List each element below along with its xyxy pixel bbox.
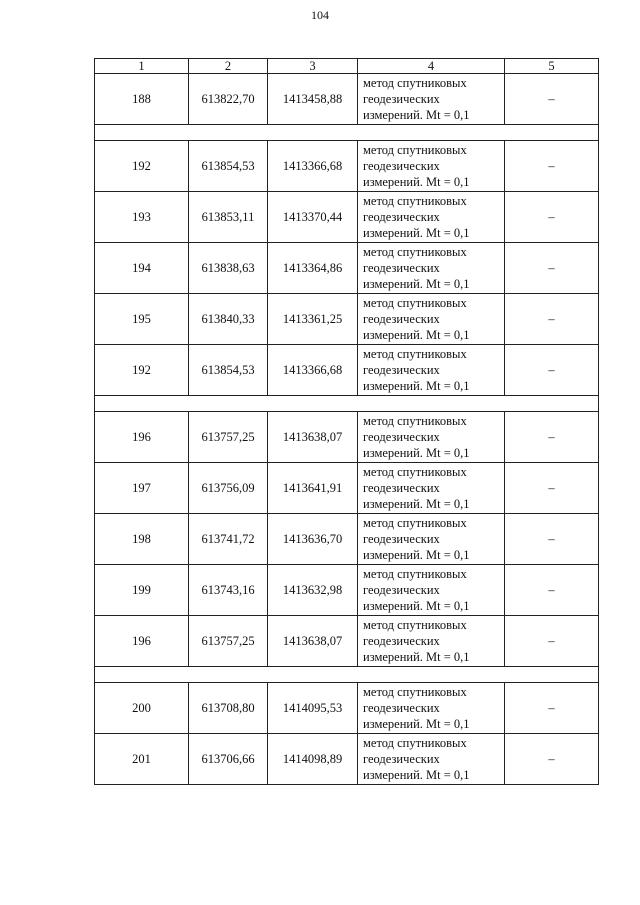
header-col-3: 3	[268, 59, 358, 74]
x-coordinate-cell: 613840,33	[189, 294, 268, 345]
header-row	[95, 59, 599, 74]
page-number: 104	[311, 8, 329, 22]
y-coordinate-cell: 1413370,44	[268, 192, 358, 243]
method-cell	[358, 141, 505, 192]
method-cell	[358, 243, 505, 294]
note-cell: –	[505, 565, 599, 616]
method-line: метод спутниковых	[363, 245, 467, 259]
method-line: геодезических	[363, 701, 440, 715]
header-col-1: 1	[95, 59, 189, 74]
method-line: геодезических	[363, 634, 440, 648]
table-row	[95, 74, 599, 125]
table-row	[95, 192, 599, 243]
note-cell: –	[505, 141, 599, 192]
table-row	[95, 565, 599, 616]
point-number-cell: 201	[95, 734, 189, 785]
method-cell	[358, 565, 505, 616]
y-coordinate-cell: 1414098,89	[268, 734, 358, 785]
y-coordinate-cell: 1413364,86	[268, 243, 358, 294]
x-coordinate-cell: 613854,53	[189, 141, 268, 192]
coordinates-table	[94, 58, 599, 785]
method-line: геодезических	[363, 159, 440, 173]
x-coordinate-cell: 613838,63	[189, 243, 268, 294]
method-line: геодезических	[363, 92, 440, 106]
y-coordinate-cell: 1413638,07	[268, 412, 358, 463]
method-cell	[358, 683, 505, 734]
point-number-cell: 192	[95, 345, 189, 396]
table-row	[95, 243, 599, 294]
y-coordinate-cell: 1413366,68	[268, 141, 358, 192]
method-line: метод спутниковых	[363, 618, 467, 632]
method-line: геодезических	[363, 752, 440, 766]
y-coordinate-cell: 1414095,53	[268, 683, 358, 734]
method-line: измерений. Mt = 0,1	[363, 175, 470, 189]
method-line: геодезических	[363, 312, 440, 326]
method-line: геодезических	[363, 261, 440, 275]
x-coordinate-cell: 613706,66	[189, 734, 268, 785]
x-coordinate-cell: 613756,09	[189, 463, 268, 514]
y-coordinate-cell: 1413366,68	[268, 345, 358, 396]
header-col-5: 5	[505, 59, 599, 74]
group-separator-cell	[95, 125, 599, 141]
table-row	[95, 345, 599, 396]
method-line: геодезических	[363, 210, 440, 224]
method-line: метод спутниковых	[363, 736, 467, 750]
note-cell: –	[505, 74, 599, 125]
table-row	[95, 412, 599, 463]
method-line: метод спутниковых	[363, 465, 467, 479]
group-separator-row	[95, 396, 599, 412]
method-cell	[358, 616, 505, 667]
method-line: измерений. Mt = 0,1	[363, 226, 470, 240]
method-line: измерений. Mt = 0,1	[363, 768, 470, 782]
method-line: метод спутниковых	[363, 296, 467, 310]
method-cell	[358, 345, 505, 396]
method-line: метод спутниковых	[363, 414, 467, 428]
point-number-cell: 196	[95, 412, 189, 463]
group-separator-cell	[95, 667, 599, 683]
method-line: измерений. Mt = 0,1	[363, 548, 470, 562]
point-number-cell: 196	[95, 616, 189, 667]
group-separator-row	[95, 667, 599, 683]
method-line: геодезических	[363, 363, 440, 377]
point-number-cell: 197	[95, 463, 189, 514]
method-line: измерений. Mt = 0,1	[363, 446, 470, 460]
method-line: метод спутниковых	[363, 685, 467, 699]
method-cell	[358, 514, 505, 565]
note-cell: –	[505, 514, 599, 565]
method-line: метод спутниковых	[363, 347, 467, 361]
table-row	[95, 734, 599, 785]
method-cell	[358, 412, 505, 463]
method-cell	[358, 734, 505, 785]
table-row	[95, 294, 599, 345]
x-coordinate-cell: 613854,53	[189, 345, 268, 396]
table-row	[95, 514, 599, 565]
note-cell: –	[505, 734, 599, 785]
point-number-cell: 199	[95, 565, 189, 616]
header-col-2: 2	[189, 59, 268, 74]
method-cell	[358, 463, 505, 514]
method-line: измерений. Mt = 0,1	[363, 277, 470, 291]
method-line: метод спутниковых	[363, 143, 467, 157]
group-separator-row	[95, 125, 599, 141]
x-coordinate-cell: 613741,72	[189, 514, 268, 565]
x-coordinate-cell: 613757,25	[189, 412, 268, 463]
method-line: измерений. Mt = 0,1	[363, 650, 470, 664]
x-coordinate-cell: 613757,25	[189, 616, 268, 667]
header-col-4: 4	[358, 59, 505, 74]
y-coordinate-cell: 1413632,98	[268, 565, 358, 616]
method-line: измерений. Mt = 0,1	[363, 328, 470, 342]
method-line: измерений. Mt = 0,1	[363, 379, 470, 393]
method-line: геодезических	[363, 583, 440, 597]
method-line: метод спутниковых	[363, 567, 467, 581]
method-line: геодезических	[363, 430, 440, 444]
point-number-cell: 193	[95, 192, 189, 243]
method-line: геодезических	[363, 481, 440, 495]
method-line: метод спутниковых	[363, 76, 467, 90]
method-cell	[358, 294, 505, 345]
method-line: измерений. Mt = 0,1	[363, 108, 470, 122]
y-coordinate-cell: 1413458,88	[268, 74, 358, 125]
point-number-cell: 200	[95, 683, 189, 734]
y-coordinate-cell: 1413641,91	[268, 463, 358, 514]
note-cell: –	[505, 683, 599, 734]
x-coordinate-cell: 613822,70	[189, 74, 268, 125]
point-number-cell: 188	[95, 74, 189, 125]
method-line: измерений. Mt = 0,1	[363, 497, 470, 511]
method-cell	[358, 74, 505, 125]
point-number-cell: 194	[95, 243, 189, 294]
note-cell: –	[505, 463, 599, 514]
method-line: метод спутниковых	[363, 194, 467, 208]
point-number-cell: 195	[95, 294, 189, 345]
note-cell: –	[505, 243, 599, 294]
x-coordinate-cell: 613743,16	[189, 565, 268, 616]
table-row	[95, 616, 599, 667]
group-separator-cell	[95, 396, 599, 412]
y-coordinate-cell: 1413636,70	[268, 514, 358, 565]
note-cell: –	[505, 345, 599, 396]
x-coordinate-cell: 613708,80	[189, 683, 268, 734]
method-cell	[358, 192, 505, 243]
point-number-cell: 198	[95, 514, 189, 565]
table-row	[95, 463, 599, 514]
table-body	[95, 74, 599, 785]
table-row	[95, 141, 599, 192]
x-coordinate-cell: 613853,11	[189, 192, 268, 243]
note-cell: –	[505, 616, 599, 667]
method-line: метод спутниковых	[363, 516, 467, 530]
method-line: измерений. Mt = 0,1	[363, 599, 470, 613]
point-number-cell: 192	[95, 141, 189, 192]
y-coordinate-cell: 1413361,25	[268, 294, 358, 345]
note-cell: –	[505, 294, 599, 345]
table-row	[95, 683, 599, 734]
note-cell: –	[505, 412, 599, 463]
method-line: геодезических	[363, 532, 440, 546]
y-coordinate-cell: 1413638,07	[268, 616, 358, 667]
method-line: измерений. Mt = 0,1	[363, 717, 470, 731]
note-cell: –	[505, 192, 599, 243]
